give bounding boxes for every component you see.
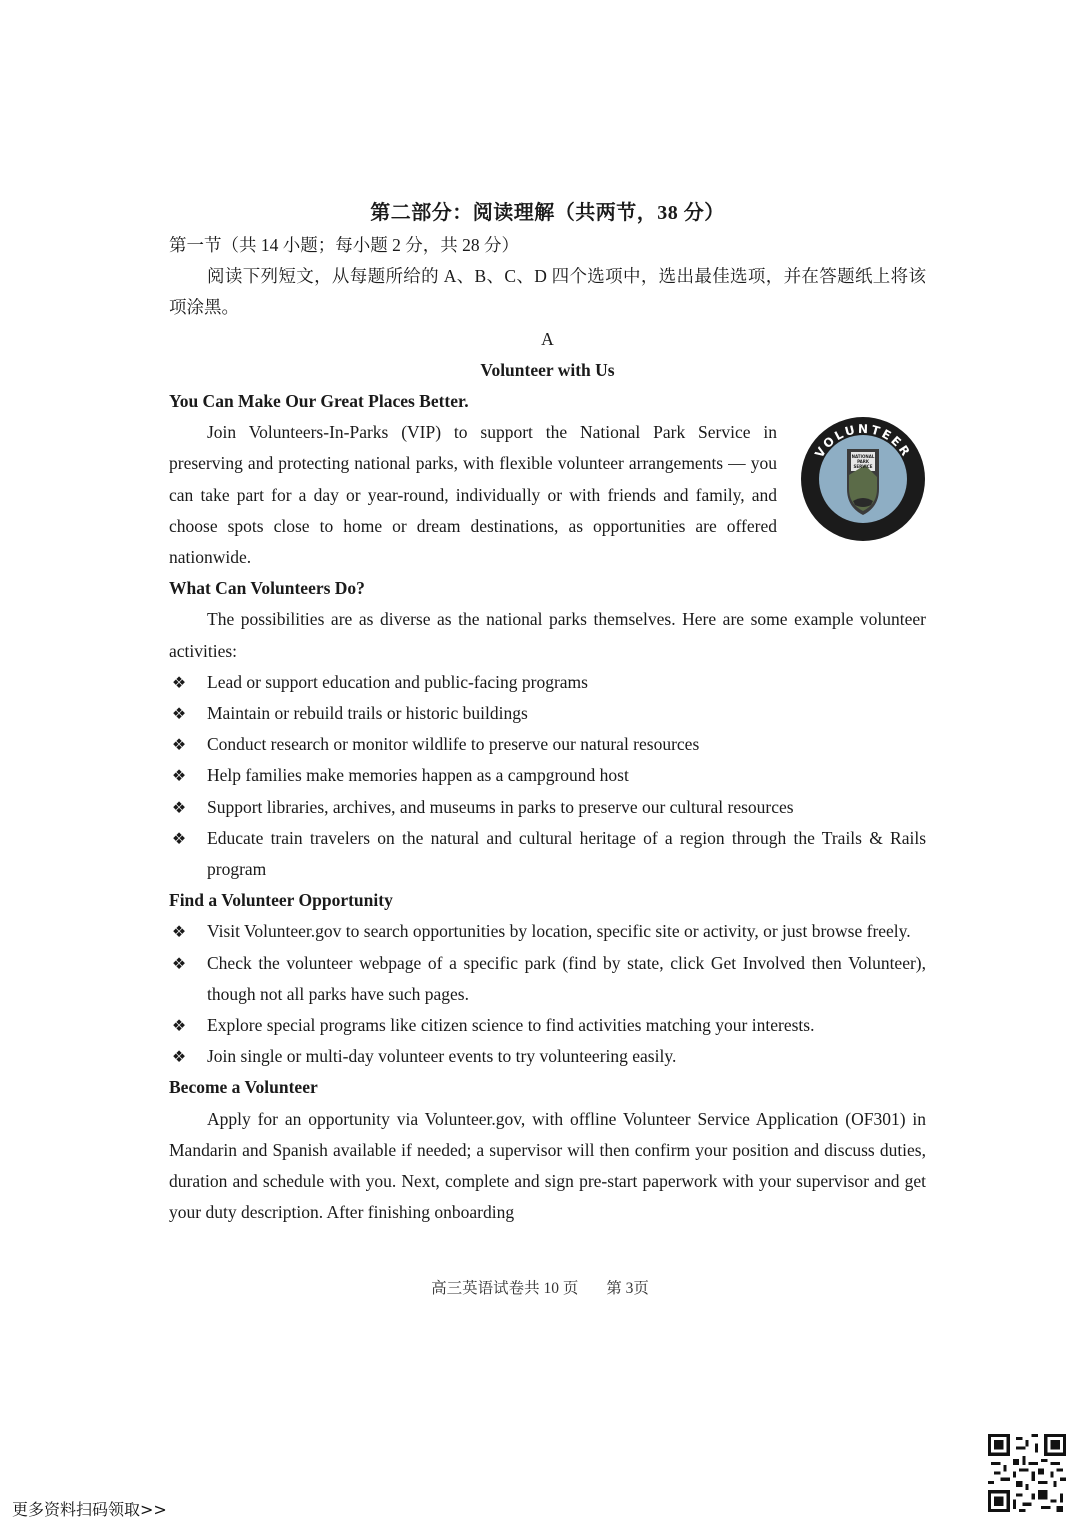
- intro-paragraph: Join Volunteers-In-Parks (VIP) to support the National Park Service in preserving and protecting national parks, with flexible volunteer arrangements — you can take part for a day or year-round, individually or with friends and family, and choose spots close to home or dream destinations, as opportunities are offered nationwide.: [169, 422, 777, 568]
- section-instruction: 第一节（共 14 小题；每小题 2 分，共 28 分）: [169, 235, 519, 255]
- find-list: [169, 916, 926, 1072]
- diamond-bullet-icon: ❖: [171, 672, 187, 692]
- list-item-text: Explore special programs like citizen science to find activities matching your interests.: [207, 1015, 815, 1036]
- list-item-text: Help families make memories happen as a campground host: [207, 765, 629, 786]
- passage-label: A: [541, 328, 554, 349]
- intro-block: [169, 417, 926, 573]
- list-item: [169, 1010, 926, 1041]
- become-paragraph: Apply for an opportunity via Volunteer.gov, with offline Volunteer Service Application (OF301) in Mandarin and Spanish available if needed; a supervisor will then confirm your position and discuss duties, duration and schedule with you. Next, complete and sign pre-start paperwork with your supervisor and get your duty description. After finishing onboarding: [169, 1108, 926, 1223]
- diamond-bullet-icon: ❖: [171, 828, 187, 848]
- badge-line-1: NATIONAL: [851, 454, 875, 460]
- intro-heading: You Can Make Our Great Places Better.: [169, 391, 469, 412]
- find-heading: Find a Volunteer Opportunity: [169, 890, 393, 911]
- list-item: [169, 823, 926, 885]
- list-item: [169, 916, 926, 947]
- list-item: [169, 667, 926, 698]
- list-item-text: Support libraries, archives, and museums in parks to preserve our cultural resources: [207, 796, 794, 817]
- badge-line-2: PARK: [857, 459, 869, 465]
- badge-line-3: SERVICE: [853, 464, 873, 470]
- page-content: [169, 196, 926, 1229]
- passage-title: Volunteer with Us: [480, 359, 615, 380]
- list-item-text: Check the volunteer webpage of a specific park (find by state, click Get Involved then Volunteer), though not all parks have such pages.: [207, 952, 926, 1004]
- list-item-text: Visit Volunteer.gov to search opportunities by location, specific site or activity, or just browse freely.: [207, 921, 911, 942]
- diamond-bullet-icon: ❖: [171, 766, 187, 786]
- badge-top-text: VOLUNTEER: [812, 422, 914, 461]
- list-item-text: Maintain or rebuild trails or historic buildings: [207, 703, 528, 724]
- list-item: [169, 1041, 926, 1072]
- list-item: [169, 760, 926, 791]
- qr-code-icon[interactable]: [988, 1434, 1066, 1512]
- list-item: [169, 698, 926, 729]
- footer-total-pages: 高三英语试卷共 10 页: [431, 1280, 579, 1297]
- become-heading: Become a Volunteer: [169, 1077, 318, 1098]
- activities-intro: The possibilities are as diverse as the national parks themselves. Here are some example volunteer activities:: [169, 609, 926, 661]
- diamond-bullet-icon: ❖: [171, 797, 187, 817]
- list-item-text: Conduct research or monitor wildlife to preserve our natural resources: [207, 734, 700, 755]
- reading-instructions: 阅读下列短文，从每题所给的 A、B、C、D 四个选项中，选出最佳选项，并在答题纸上将该项涂黑。: [169, 266, 926, 318]
- diamond-bullet-icon: ❖: [171, 1016, 187, 1036]
- footer-page-number: 第 3页: [606, 1280, 649, 1297]
- list-item: [169, 729, 926, 760]
- list-item-text: Educate train travelers on the natural and cultural heritage of a region through the Trails & Rails program: [207, 827, 926, 880]
- activities-list: [169, 667, 926, 885]
- diamond-bullet-icon: ❖: [171, 735, 187, 755]
- diamond-bullet-icon: ❖: [171, 704, 187, 724]
- diamond-bullet-icon: ❖: [171, 922, 187, 942]
- activities-heading: What Can Volunteers Do?: [169, 578, 365, 599]
- page-footer: [0, 1276, 1080, 1298]
- part-title: 第二部分：阅读理解（共两节，38 分）: [370, 202, 725, 224]
- list-item-text: Join single or multi-day volunteer events to try volunteering easily.: [207, 1046, 677, 1067]
- promo-link[interactable]: 更多资料扫码领取>>: [12, 1500, 167, 1519]
- volunteer-badge-logo: [795, 411, 931, 547]
- diamond-bullet-icon: ❖: [171, 953, 187, 973]
- diamond-bullet-icon: ❖: [171, 1047, 187, 1067]
- list-item-text: Lead or support education and public-facing programs: [207, 671, 588, 692]
- list-item: [169, 948, 926, 1010]
- list-item: [169, 792, 926, 823]
